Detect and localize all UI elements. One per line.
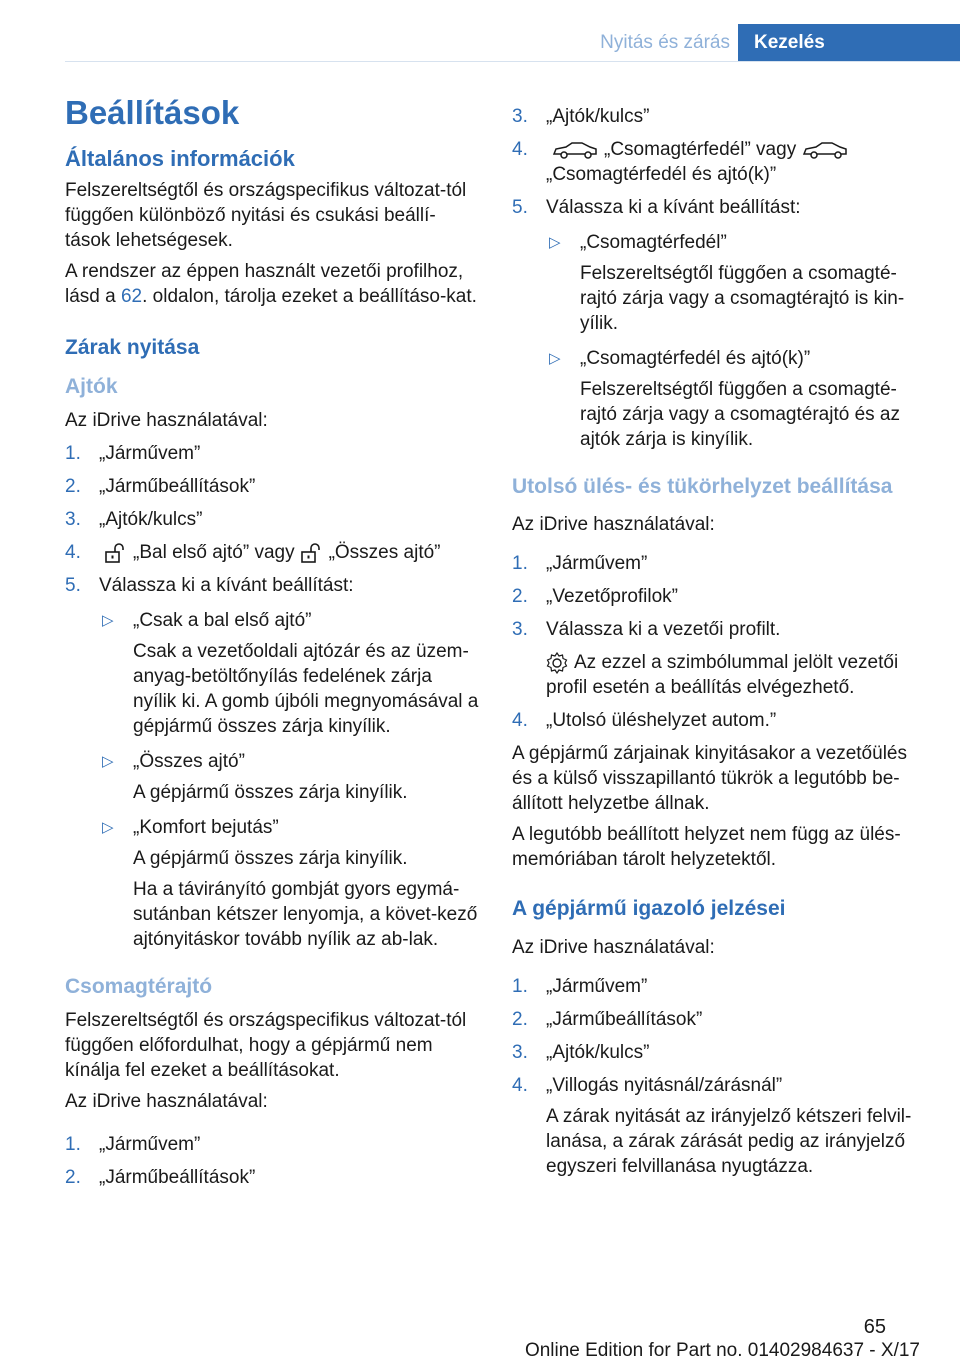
page-number: 65 (863, 1316, 886, 1338)
option-item: ▷ „Komfort bejutás” A gépjármű összes zárja kinyílik. Ha a távirányító gombját gyors egymá-sutánban kétszer lenyomja, a követ-kező ajtónyitáskor tovább nyílik az ab-lak. (102, 816, 478, 950)
trunk-steps-list (65, 1132, 480, 1190)
list-item: 1. „Járművem” (65, 442, 201, 464)
seat-paragraph-2: A legutóbb beállított helyzet nem függ az ülés-memóriában tárolt helyzetektől. (512, 824, 901, 871)
idrive-intro: Az iDrive használatával: (65, 409, 268, 431)
seat-paragraph-1: A gépjármű zárjainak kinyitásakor a vezetőülés és a külső visszapillantó tükrök a legutóbb be-állított helyzetbe állnak. (512, 743, 907, 815)
general-info-paragraph-2: A rendszer az éppen használt vezetői profilhoz, lásd a 62. oldalon, tárolja ezeket a beállításo-kat. (65, 261, 477, 308)
triangle-right-icon: ▷ (102, 818, 114, 836)
left-column (65, 92, 480, 1198)
list-item: 3. Válassza ki a vezetői profilt. Az ezzel a szimbólummal jelölt vezetői profil esetén a beállítás elvégezhető. (512, 619, 899, 699)
car-trunk-icon (802, 141, 848, 159)
general-info-paragraph-1: Felszereltségtől és országspecifikus változat-tól függően különböző nyitási és csukási beállí-tások lehetségesek. (65, 180, 467, 252)
list-item: 4. „Csomagtérfedél” vagy „Csomagtérfedél és ajtó(k)” (512, 137, 927, 187)
signal-idrive-intro: Az iDrive használatával: (512, 936, 715, 958)
list-item: 3. „Ajtók/kulcs” (512, 1041, 650, 1063)
triangle-right-icon: ▷ (549, 234, 561, 251)
list-item: 5. Válassza ki a kívánt beállítást: ▷ „Csomagtérfedél” Felszereltségtől függően a csomagté-rajtó zárja vagy a csomagtérajtó is kin-yílik. ▷ „Csomagtérfedél és ajtó(k)” Felszereltségtől függően a csomagté-rajtó zárja vagy a csomagtérajtó és az ajtók zárja is kinyílik. (512, 195, 927, 452)
edition-note: Online Edition for Part no. 01402984637 - X/17 (524, 1340, 920, 1361)
option-item: ▷ „Csomagtérfedél” Felszereltségtől függően a csomagté-rajtó zárja vagy a csomagtérajtó is kin-yílik. (549, 232, 905, 334)
signal-description: A zárak nyitását az irányjelző kétszeri felvil-lanása, a zárak zárását pedig az irányjelző egyszeri felvillanása nyugtázza. (546, 1105, 912, 1177)
list-item: 2. „Vezetőprofilok” (512, 586, 679, 608)
list-item: 2. „Járműbeállítások” (65, 1167, 256, 1189)
option-item: ▷ „Összes ajtó” A gépjármű összes zárja kinyílik. (102, 750, 408, 803)
page-title: Beállítások (65, 94, 240, 131)
right-column (512, 104, 927, 1187)
list-item: 2. „Járműbeállítások” (512, 1008, 703, 1030)
doors-heading: Ajtók (65, 374, 118, 398)
triangle-right-icon: ▷ (102, 611, 114, 629)
list-item: 5. Válassza ki a kívánt beállítást: ▷ „Csak a bal első ajtó” Csak a vezetőoldali ajtózár és az üzem-anyag-betöltőnyílás fedelének zárja nyílik ki. A gomb újbóli megnyomásával a gépjármű összes zárja kinyílik. ▷ „Összes ajtó” A gépjármű összes zárja kinyílik. ▷ „Komfort bejutás” A gépjármű összes zárja kinyílik. Ha a távirányító gombját gyors egymá-sutánban kétszer lenyomja, a követ-kező ajtónyitáskor tovább nyílik az ab-lak. (65, 574, 479, 950)
page-header (0, 24, 960, 62)
list-item: 3. „Ajtók/kulcs” (512, 106, 650, 127)
seat-idrive-intro: Az iDrive használatával: (512, 514, 715, 536)
signal-heading: A gépjármű igazoló jelzései (512, 897, 786, 921)
lock-open-icon (301, 543, 323, 563)
list-item: 1. „Járművem” (512, 553, 648, 575)
list-item: 1. „Járművem” (65, 1134, 201, 1156)
doors-steps-list (65, 441, 480, 952)
seat-mirror-heading: Utolsó ülés- és tükörhelyzet beállítása (512, 475, 893, 498)
list-item: 2. „Járműbeállítások” (65, 475, 256, 497)
list-item: 1. „Járművem” (512, 975, 648, 997)
page-reference-link[interactable]: 62 (120, 286, 143, 308)
list-item: 4. „Utolsó üléshelyzet autom.” (512, 710, 777, 732)
trunk-heading: Csomagtérajtó (65, 974, 213, 998)
triangle-right-icon: ▷ (549, 350, 561, 367)
option-item: ▷ „Csomagtérfedél és ajtó(k)” Felszereltségtől függően a csomagté-rajtó zárja vagy a csomagtérajtó és az ajtók zárja is kinyílik. (549, 348, 900, 450)
header-chapter-tab[interactable]: Kezelés (738, 24, 960, 62)
signal-steps-list (512, 974, 927, 1179)
seat-steps-list (512, 551, 927, 733)
header-divider (65, 61, 960, 62)
trunk-idrive-intro: Az iDrive használatával: (65, 1091, 268, 1113)
gear-icon (546, 652, 568, 674)
trunk-paragraph: Felszereltségtől és országspecifikus változat-tól függően előfordulhat, hogy a gépjármű nem kínálja fel ezeket a beállításokat. (65, 1010, 467, 1082)
lock-open-icon (105, 543, 127, 563)
list-item: 4. „Bal első ajtó” vagy „Összes ajtó” (65, 541, 441, 563)
option-item: ▷ „Csak a bal első ajtó” Csak a vezetőoldali ajtózár és az üzem-anyag-betöltőnyílás fedelének zárja nyílik ki. A gomb újbóli megnyomásával a gépjármű összes zárja kinyílik. (102, 609, 479, 737)
seat-note: Az ezzel a szimbólummal jelölt vezetői profil esetén a beállítás elvégezhető. (546, 652, 899, 699)
list-item: 4. „Villogás nyitásnál/zárásnál” A zárak nyitását az irányjelző kétszeri felvil-lanása, a zárak zárását pedig az irányjelző egyszeri felvillanása nyugtázza. (512, 1073, 927, 1179)
list-item: 3. „Ajtók/kulcs” (65, 508, 203, 530)
unlock-heading: Zárak nyitása (65, 336, 200, 360)
car-trunk-icon (552, 141, 598, 159)
triangle-right-icon: ▷ (102, 752, 114, 770)
general-info-heading: Általános információk (65, 145, 295, 171)
header-section-title: Nyitás és zárás (600, 32, 730, 53)
trunk-steps-continued (512, 104, 927, 452)
